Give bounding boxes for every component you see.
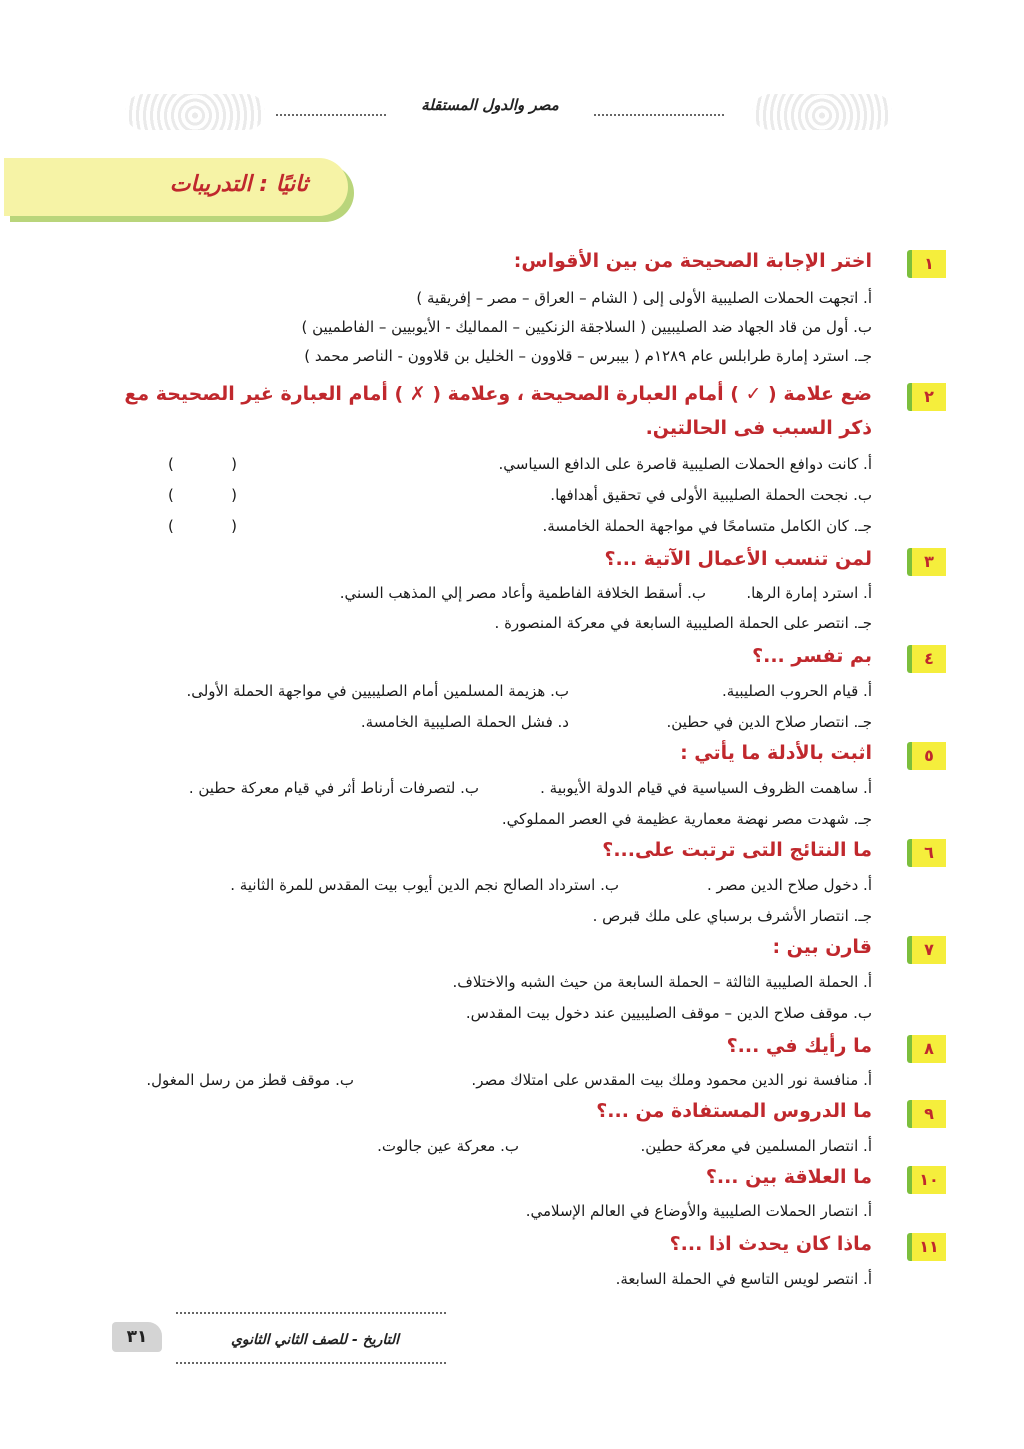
question-title: لمن تنسب الأعمال الآتية ...؟	[604, 548, 872, 570]
question-item: ب. نجحت الحملة الصليبية الأولى في تحقيق أهدافها.	[550, 486, 872, 504]
footer-dots-top	[176, 1312, 446, 1314]
question-title: ما رأيك في ...؟	[726, 1035, 872, 1057]
answer-blank[interactable]: ( )	[168, 517, 237, 535]
question-title: ما العلاقة بين ...؟	[705, 1166, 872, 1188]
question-number: ١	[907, 250, 946, 278]
question-item: أ. كانت دوافع الحملات الصليبية قاصرة على الدافع السياسي.	[498, 455, 872, 473]
footer-dots-bottom	[176, 1362, 446, 1364]
question-item: ب. أول من قاد الجهاد ضد الصليبيين ( السلاجقة الزنكيين – المماليك - الأيوبيين – الفاطميين )	[301, 318, 872, 336]
section-title-box	[4, 158, 348, 216]
page-number: ٣١	[112, 1322, 162, 1352]
question-number: ٨	[907, 1035, 946, 1063]
question-title: اختر الإجابة الصحيحة من بين الأقواس:	[513, 250, 872, 272]
question-item: أ. قيام الحروب الصليبية.	[722, 682, 872, 700]
question-number: ٥	[907, 742, 946, 770]
question-item: ب. استرداد الصالح نجم الدين أيوب بيت المقدس للمرة الثانية .	[230, 876, 619, 894]
header-title: مصر والدول المستقلة	[421, 96, 559, 114]
question-number: ٩	[907, 1100, 946, 1128]
question-item: أ. منافسة نور الدين محمود وملك بيت المقدس على امتلاك مصر.	[471, 1071, 872, 1089]
question-item: أ. استرد إمارة الرها.	[746, 584, 872, 602]
question-number: ١١	[907, 1233, 946, 1261]
question-title-continued: ذكر السبب فى الحالتين.	[645, 417, 872, 439]
question-item: ب. معركة عين جالوت.	[377, 1137, 519, 1155]
question-number: ٦	[907, 839, 946, 867]
question-title: ما النتائج التى ترتبت على...؟	[602, 839, 872, 861]
question-item: أ. الحملة الصليبية الثالثة – الحملة السابعة من حيث الشبه والاختلاف.	[452, 973, 872, 991]
header-ornament-left	[125, 94, 265, 130]
question-item: أ. انتصار المسلمين في معركة حطين.	[640, 1137, 872, 1155]
section-title: ثانيًا : التدريبات	[169, 172, 308, 197]
question-item: د. فشل الحملة الصليبية الخامسة.	[360, 713, 569, 731]
question-item: ب. موقف صلاح الدين – موقف الصليبيين عند دخول بيت المقدس.	[465, 1004, 872, 1022]
question-number: ٣	[907, 548, 946, 576]
question-title: اثبت بالأدلة ما يأتي :	[680, 742, 872, 764]
question-title: ماذا كان يحدث اذا ...؟	[669, 1233, 872, 1255]
question-item: جـ. انتصار الأشرف برسباي على ملك قبرص .	[592, 907, 872, 925]
question-item: أ. انتصار الحملات الصليبية والأوضاع في العالم الإسلامي.	[525, 1202, 872, 1220]
header-ornament-right	[752, 94, 892, 130]
question-item: أ. انتصر لويس التاسع في الحملة السابعة.	[615, 1270, 872, 1288]
question-number: ٢	[907, 383, 946, 411]
question-title: قارن بين :	[772, 936, 872, 958]
question-item: ب. هزيمة المسلمين أمام الصليبيين في مواجهة الحملة الأولى.	[186, 682, 569, 700]
question-title: ما الدروس المستفادة من ...؟	[596, 1100, 872, 1122]
answer-blank[interactable]: ( )	[168, 486, 237, 504]
header-dots-left	[276, 114, 386, 116]
question-number: ٤	[907, 645, 946, 673]
question-item: جـ. شهدت مصر نهضة معمارية عظيمة في العصر المملوكي.	[501, 810, 872, 828]
question-item: أ. اتجهت الحملات الصليبية الأولى إلى ( الشام – العراق – مصر – إفريقية )	[416, 289, 872, 307]
question-item: ب. لتصرفات أرناط أثر في قيام معركة حطين .	[188, 779, 479, 797]
header-dots-right	[594, 114, 724, 116]
question-item: ب. أسقط الخلافة الفاطمية وأعاد مصر إلي المذهب السني.	[339, 584, 706, 602]
question-title: ضع علامة ( ✓ ) أمام العبارة الصحيحة ، وعلامة ( ✗ ) أمام العبارة غير الصحيحة مع	[124, 383, 872, 405]
question-item: ب. موقف قطز من رسل المغول.	[146, 1071, 354, 1089]
question-title: بم تفسر ...؟	[752, 645, 872, 667]
question-number: ٧	[907, 936, 946, 964]
question-item: جـ. انتصر على الحملة الصليبية السابعة في معركة المنصورة .	[494, 614, 872, 632]
answer-blank[interactable]: ( )	[168, 455, 237, 473]
question-item: أ. دخول صلاح الدين مصر .	[706, 876, 872, 894]
footer-title: التاريخ - للصف الثاني الثانوي	[230, 1332, 400, 1348]
question-item: جـ. كان الكامل متسامحًا في مواجهة الحملة الخامسة.	[542, 517, 872, 535]
question-item: جـ. انتصار صلاح الدين في حطين.	[666, 713, 872, 731]
question-item: أ. ساهمت الظروف السياسية في قيام الدولة الأيوبية .	[540, 779, 872, 797]
question-item: جـ. استرد إمارة طرابلس عام ١٢٨٩م ( بيبرس – قلاوون – الخليل بن قلاوون - الناصر محمد )	[304, 347, 872, 365]
question-number: ١٠	[907, 1166, 946, 1194]
